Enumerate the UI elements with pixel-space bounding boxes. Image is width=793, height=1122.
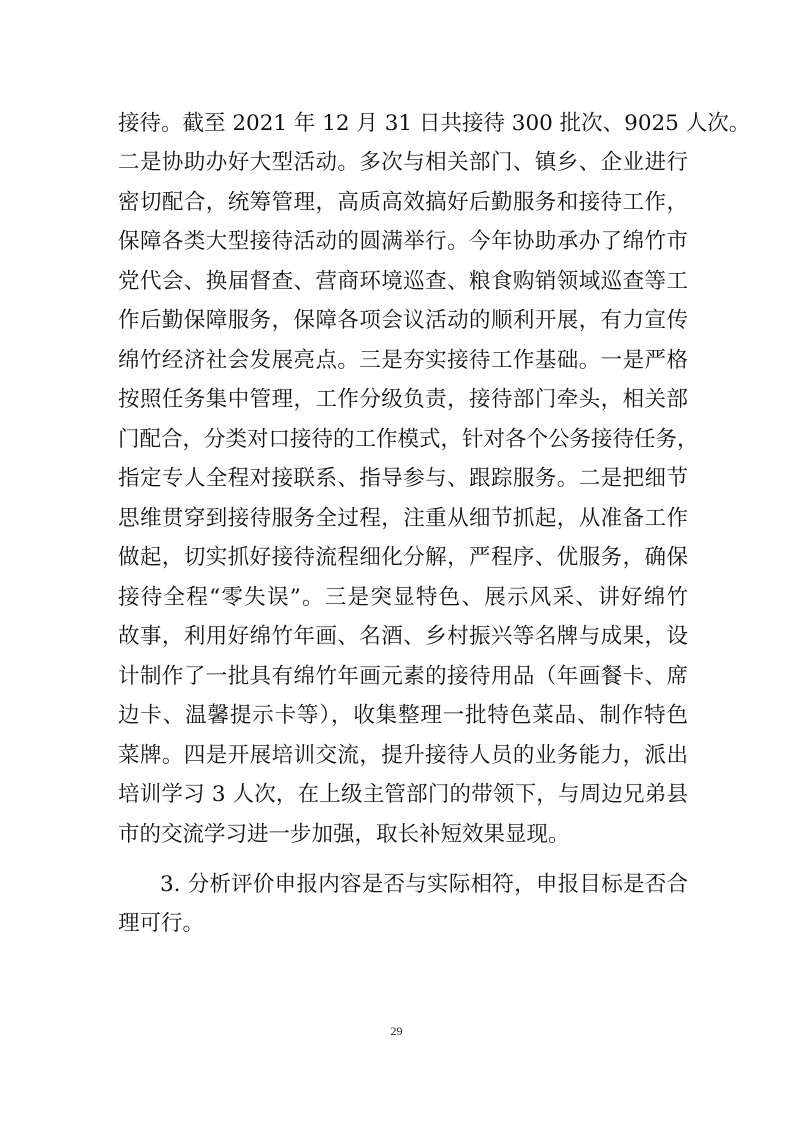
paragraph-line: 按照任务集中管理，工作分级负责，接待部门牵头，相关部	[118, 387, 688, 412]
paragraph-line: 保障各类大型接待活动的圆满举行。今年协助承办了绵竹市	[118, 229, 688, 254]
paragraph-line: 党代会、换届督查、营商环境巡查、粮食购销领域巡查等工	[118, 269, 688, 294]
paragraph-line: 计制作了一批具有绵竹年画元素的接待用品（年画餐卡、席	[118, 664, 688, 689]
section-heading-line: 理可行。	[118, 911, 205, 936]
paragraph-line: 接待。截至 2021 年 12 月 31 日共接待 300 批次、9025 人次。	[118, 111, 751, 136]
paragraph-line: 密切配合，统筹管理，高质高效搞好后勤服务和接待工作，	[118, 190, 688, 215]
paragraph-line: 门配合，分类对口接待的工作模式，针对各个公务接待任务，	[118, 427, 699, 452]
paragraph-line: 故事，利用好绵竹年画、名酒、乡村振兴等名牌与成果，设	[118, 624, 688, 649]
paragraph-line: 作后勤保障服务，保障各项会议活动的顺利开展，有力宣传	[118, 308, 688, 333]
paragraph-line: 二是协助办好大型活动。多次与相关部门、镇乡、企业进行	[118, 150, 688, 175]
paragraph-line: 边卡、温馨提示卡等），收集整理一批特色菜品、制作特色	[118, 703, 688, 728]
paragraph-line: 接待全程“零失误”。三是突显特色、展示风采、讲好绵竹	[118, 585, 688, 610]
paragraph-line: 绵竹经济社会发展亮点。三是夯实接待工作基础。一是严格	[118, 348, 688, 373]
paragraph-line: 菜牌。四是开展培训交流，提升接待人员的业务能力，派出	[118, 743, 688, 768]
section-heading-line: 3. 分析评价申报内容是否与实际相符，申报目标是否合	[160, 872, 688, 897]
paragraph-line: 做起，切实抓好接待流程细化分解，严程序、优服务，确保	[118, 545, 688, 570]
page-number: 29	[390, 1024, 403, 1038]
paragraph-line: 市的交流学习进一步加强，取长补短效果显现。	[118, 822, 570, 847]
paragraph-line: 培训学习 3 人次，在上级主管部门的带领下，与周边兄弟县	[118, 782, 688, 807]
paragraph-line: 思维贯穿到接待服务全过程，注重从细节抓起，从准备工作	[118, 506, 688, 531]
paragraph-line: 指定专人全程对接联系、指导参与、跟踪服务。二是把细节	[118, 466, 688, 491]
